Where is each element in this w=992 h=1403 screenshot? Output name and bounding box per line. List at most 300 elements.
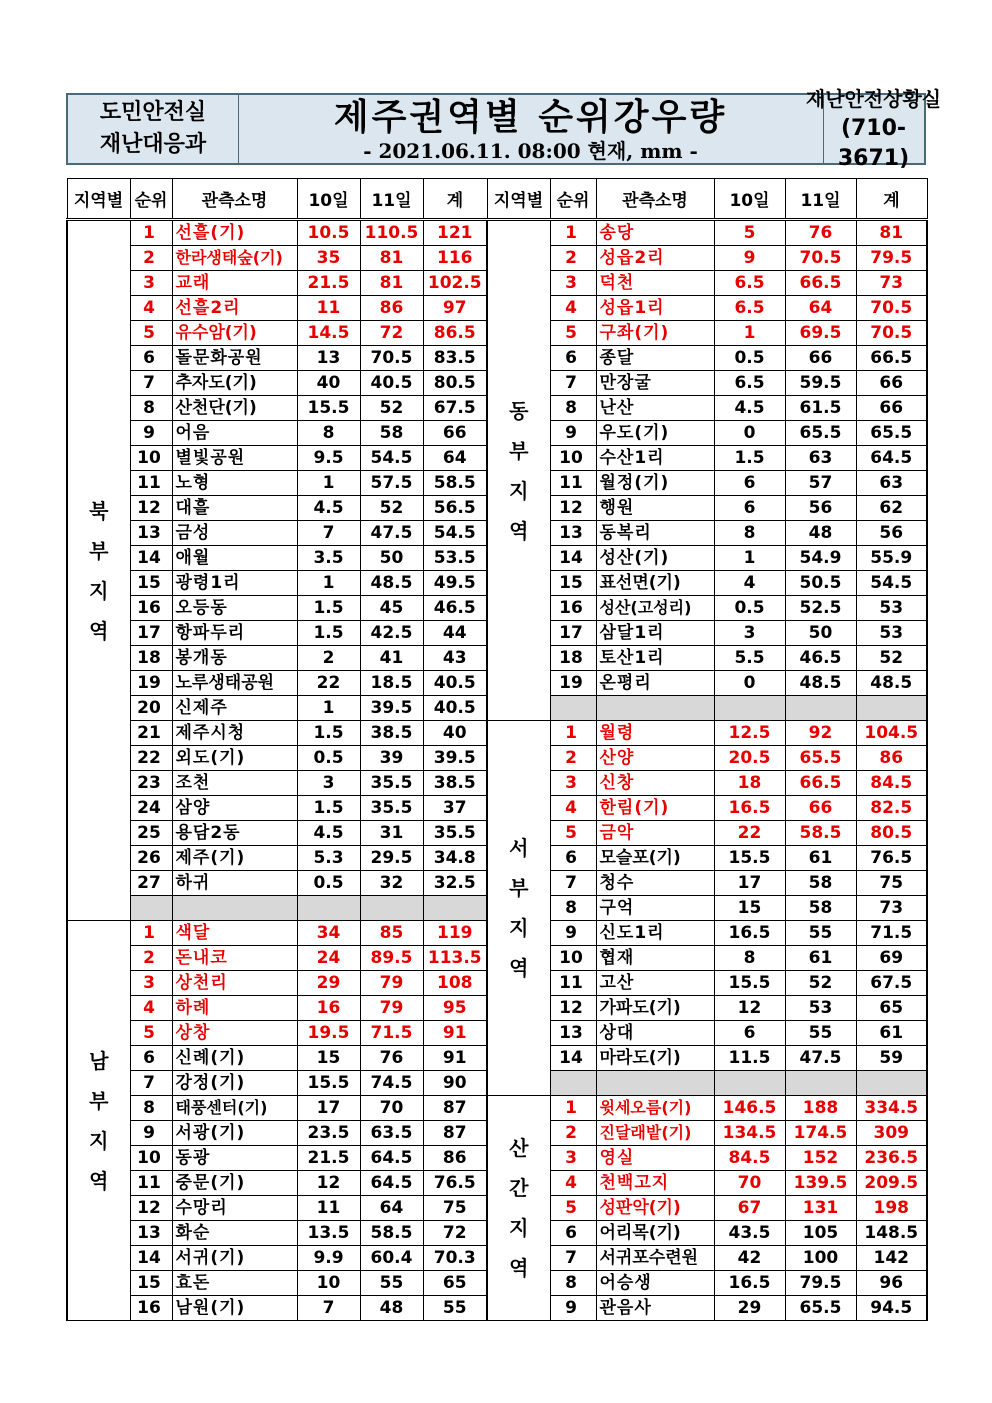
day11-value: 70.5	[360, 346, 423, 371]
table-row	[67, 646, 487, 671]
day11-value: 79	[360, 996, 423, 1021]
total-value: 53.5	[423, 546, 487, 571]
station-name: 하귀	[172, 871, 297, 896]
total-value: 40.5	[423, 671, 487, 696]
day10-value: 1.5	[297, 721, 360, 746]
table-row	[487, 220, 927, 246]
rank-cell: 5	[550, 821, 596, 846]
table-row	[67, 796, 487, 821]
col-rank: 순위	[550, 179, 596, 220]
rank-cell: 10	[130, 1146, 172, 1171]
station-name: 성판악(기)	[596, 1196, 714, 1221]
total-value: 64.5	[856, 446, 927, 471]
station-name: 서귀포수련원	[596, 1246, 714, 1271]
blank-cell	[360, 896, 423, 921]
total-value: 54.5	[423, 521, 487, 546]
day11-value: 61.5	[785, 396, 856, 421]
rank-cell: 13	[550, 1021, 596, 1046]
station-name: 월령	[596, 721, 714, 746]
day10-value: 43.5	[714, 1221, 785, 1246]
rank-cell: 1	[130, 220, 172, 246]
day10-value: 1.5	[297, 621, 360, 646]
day11-value: 66.5	[785, 271, 856, 296]
rank-cell: 8	[550, 896, 596, 921]
day11-value: 76	[360, 1046, 423, 1071]
day10-value: 42	[714, 1246, 785, 1271]
table-row	[67, 721, 487, 746]
rank-cell: 9	[550, 421, 596, 446]
table-row	[487, 1271, 927, 1296]
day10-value: 5.5	[714, 646, 785, 671]
total-value: 81	[856, 220, 927, 246]
col-region: 지역별	[487, 179, 550, 220]
blank-cell	[714, 696, 785, 721]
col-rank: 순위	[130, 179, 172, 220]
station-name: 종달	[596, 346, 714, 371]
station-name: 진달래밭(기)	[596, 1121, 714, 1146]
table-row	[487, 321, 927, 346]
day10-value: 14.5	[297, 321, 360, 346]
table-row	[67, 220, 487, 246]
rank-cell: 2	[550, 246, 596, 271]
rank-cell: 9	[550, 1296, 596, 1321]
total-value: 64	[423, 446, 487, 471]
rank-cell: 13	[130, 521, 172, 546]
rank-cell: 24	[130, 796, 172, 821]
col-day10: 10일	[297, 179, 360, 220]
table-row	[487, 896, 927, 921]
day10-value: 70	[714, 1171, 785, 1196]
table-row	[487, 946, 927, 971]
day11-value: 48	[360, 1296, 423, 1321]
total-value: 73	[856, 271, 927, 296]
day11-value: 54.5	[360, 446, 423, 471]
table-row	[67, 671, 487, 696]
rank-cell: 17	[130, 621, 172, 646]
day11-value: 79.5	[785, 1271, 856, 1296]
left-rainfall-table	[66, 178, 488, 1321]
day11-value: 72	[360, 321, 423, 346]
table-row	[67, 1221, 487, 1246]
station-name: 동복리	[596, 521, 714, 546]
day11-value: 52	[360, 396, 423, 421]
total-value: 72	[423, 1221, 487, 1246]
day10-value: 23.5	[297, 1121, 360, 1146]
total-value: 198	[856, 1196, 927, 1221]
day11-value: 139.5	[785, 1171, 856, 1196]
table-row	[487, 271, 927, 296]
total-value: 104.5	[856, 721, 927, 746]
day11-value: 92	[785, 721, 856, 746]
station-name: 효돈	[172, 1271, 297, 1296]
day10-value: 3	[714, 621, 785, 646]
rank-cell: 15	[130, 1271, 172, 1296]
day10-value: 40	[297, 371, 360, 396]
rank-cell: 1	[130, 921, 172, 946]
day10-value: 1	[714, 321, 785, 346]
blank-cell	[172, 896, 297, 921]
station-name: 동광	[172, 1146, 297, 1171]
day11-value: 76	[785, 220, 856, 246]
total-value: 66	[423, 421, 487, 446]
day11-value: 66	[785, 346, 856, 371]
table-row	[67, 271, 487, 296]
day11-value: 52.5	[785, 596, 856, 621]
day10-value: 10	[297, 1271, 360, 1296]
table-row	[67, 871, 487, 896]
day10-value: 8	[714, 946, 785, 971]
day10-value: 1	[714, 546, 785, 571]
station-name: 구억	[596, 896, 714, 921]
title-block	[238, 95, 824, 163]
rank-cell: 1	[550, 220, 596, 246]
station-name: 광령1리	[172, 571, 297, 596]
day11-value: 60.4	[360, 1246, 423, 1271]
rank-cell: 16	[130, 1296, 172, 1321]
rank-cell: 23	[130, 771, 172, 796]
table-row	[67, 1146, 487, 1171]
day11-value: 48	[785, 521, 856, 546]
station-name: 신도1리	[596, 921, 714, 946]
day11-value: 65.5	[785, 1296, 856, 1321]
station-name: 교래	[172, 271, 297, 296]
station-name: 수망리	[172, 1196, 297, 1221]
total-value: 39.5	[423, 746, 487, 771]
rank-cell: 14	[130, 1246, 172, 1271]
station-name: 금성	[172, 521, 297, 546]
day10-value: 15.5	[714, 846, 785, 871]
table-row	[487, 1221, 927, 1246]
day10-value: 16	[297, 996, 360, 1021]
day10-value: 134.5	[714, 1121, 785, 1146]
day11-value: 52	[785, 971, 856, 996]
day10-value: 6.5	[714, 296, 785, 321]
table-row	[67, 1171, 487, 1196]
day10-value: 0	[714, 421, 785, 446]
table-row	[67, 246, 487, 271]
day10-value: 24	[297, 946, 360, 971]
day10-value: 4.5	[297, 821, 360, 846]
day11-value: 58	[785, 896, 856, 921]
region-label: 서부지역	[487, 721, 550, 1096]
table-row	[67, 371, 487, 396]
right-rainfall-table	[486, 178, 928, 1321]
table-row	[487, 396, 927, 421]
day11-value: 39.5	[360, 696, 423, 721]
day11-value: 58.5	[785, 821, 856, 846]
day10-value: 4.5	[714, 396, 785, 421]
day10-value: 17	[714, 871, 785, 896]
day10-value: 11	[297, 1196, 360, 1221]
day10-value: 16.5	[714, 921, 785, 946]
rank-cell: 4	[550, 296, 596, 321]
table-row	[487, 871, 927, 896]
day11-value: 174.5	[785, 1121, 856, 1146]
day10-value: 9	[714, 246, 785, 271]
table-row	[487, 596, 927, 621]
total-value: 56	[856, 521, 927, 546]
station-name: 신례(기)	[172, 1046, 297, 1071]
total-value: 80.5	[423, 371, 487, 396]
rank-cell: 18	[130, 646, 172, 671]
total-value: 309	[856, 1121, 927, 1146]
rank-cell: 7	[550, 871, 596, 896]
rank-cell: 25	[130, 821, 172, 846]
day10-value: 0.5	[297, 746, 360, 771]
table-row	[487, 921, 927, 946]
day10-value: 1	[297, 471, 360, 496]
day10-value: 0.5	[714, 596, 785, 621]
rank-cell: 11	[130, 1171, 172, 1196]
day11-value: 45	[360, 596, 423, 621]
rank-cell: 9	[130, 1121, 172, 1146]
total-value: 61	[856, 1021, 927, 1046]
total-value: 66.5	[856, 346, 927, 371]
station-name: 서광(기)	[172, 1121, 297, 1146]
day10-value: 11	[297, 296, 360, 321]
station-name: 제주(기)	[172, 846, 297, 871]
department-block	[68, 95, 239, 163]
day11-value: 50.5	[785, 571, 856, 596]
day11-value: 18.5	[360, 671, 423, 696]
rank-cell: 4	[550, 1171, 596, 1196]
station-name: 용담2동	[172, 821, 297, 846]
col-total: 계	[423, 179, 487, 220]
rank-cell: 8	[550, 396, 596, 421]
rank-cell: 1	[550, 1096, 596, 1121]
day11-value: 50	[360, 546, 423, 571]
total-value: 91	[423, 1021, 487, 1046]
day11-value: 57.5	[360, 471, 423, 496]
day10-value: 15.5	[297, 396, 360, 421]
day11-value: 70	[360, 1096, 423, 1121]
day11-value: 89.5	[360, 946, 423, 971]
rank-cell: 6	[130, 1046, 172, 1071]
total-value: 52	[856, 646, 927, 671]
rank-cell: 7	[550, 371, 596, 396]
station-name: 상창	[172, 1021, 297, 1046]
station-name: 수산1리	[596, 446, 714, 471]
rank-cell: 18	[550, 646, 596, 671]
day11-value: 41	[360, 646, 423, 671]
table-row	[487, 421, 927, 446]
day10-value: 1.5	[714, 446, 785, 471]
total-value: 65	[856, 996, 927, 1021]
day10-value: 8	[714, 521, 785, 546]
rank-cell: 3	[550, 1146, 596, 1171]
total-value: 95	[423, 996, 487, 1021]
total-value: 86.5	[423, 321, 487, 346]
table-row	[67, 1071, 487, 1096]
rank-cell: 6	[550, 1221, 596, 1246]
station-name: 구좌(기)	[596, 321, 714, 346]
rank-cell: 26	[130, 846, 172, 871]
rank-cell: 6	[550, 346, 596, 371]
total-value: 90	[423, 1071, 487, 1096]
station-name: 추자도(기)	[172, 371, 297, 396]
table-row	[67, 771, 487, 796]
day11-value: 47.5	[785, 1046, 856, 1071]
total-value: 102.5	[423, 271, 487, 296]
total-value: 76.5	[423, 1171, 487, 1196]
total-value: 148.5	[856, 1221, 927, 1246]
col-total: 계	[856, 179, 927, 220]
day10-value: 15.5	[297, 1071, 360, 1096]
table-row	[67, 471, 487, 496]
table-row	[67, 596, 487, 621]
day11-value: 81	[360, 271, 423, 296]
table-row	[67, 921, 487, 946]
day10-value: 0.5	[297, 871, 360, 896]
station-name: 항파두리	[172, 621, 297, 646]
day11-value: 58	[785, 871, 856, 896]
total-value: 87	[423, 1121, 487, 1146]
day10-value: 146.5	[714, 1096, 785, 1121]
station-name: 성읍2리	[596, 246, 714, 271]
station-name: 고산	[596, 971, 714, 996]
rank-cell: 4	[550, 796, 596, 821]
station-name: 상천리	[172, 971, 297, 996]
total-value: 55.9	[856, 546, 927, 571]
station-name: 청수	[596, 871, 714, 896]
day10-value: 22	[714, 821, 785, 846]
total-value: 86	[423, 1146, 487, 1171]
total-value: 97	[423, 296, 487, 321]
day11-value: 61	[785, 846, 856, 871]
day10-value: 16.5	[714, 796, 785, 821]
day10-value: 0.5	[714, 346, 785, 371]
rank-cell: 22	[130, 746, 172, 771]
rank-cell: 6	[550, 846, 596, 871]
day10-value: 13.5	[297, 1221, 360, 1246]
total-value: 84.5	[856, 771, 927, 796]
blank-cell	[856, 1071, 927, 1096]
blank-cell	[130, 896, 172, 921]
total-value: 65	[423, 1271, 487, 1296]
station-name: 선흘(기)	[172, 220, 297, 246]
table-row	[67, 296, 487, 321]
total-value: 38.5	[423, 771, 487, 796]
rank-cell: 8	[130, 396, 172, 421]
rank-cell: 2	[130, 946, 172, 971]
station-name: 산천단(기)	[172, 396, 297, 421]
table-row	[67, 946, 487, 971]
rank-cell: 10	[550, 946, 596, 971]
col-day11: 11일	[785, 179, 856, 220]
day10-value: 12.5	[714, 721, 785, 746]
day10-value: 1.5	[297, 796, 360, 821]
day11-value: 100	[785, 1246, 856, 1271]
day10-value: 22	[297, 671, 360, 696]
rank-cell: 8	[130, 1096, 172, 1121]
day11-value: 58	[360, 421, 423, 446]
total-value: 46.5	[423, 596, 487, 621]
table-row	[487, 496, 927, 521]
day11-value: 55	[785, 921, 856, 946]
rank-cell: 14	[550, 1046, 596, 1071]
day10-value: 29	[297, 971, 360, 996]
blank-cell	[714, 1071, 785, 1096]
rank-cell: 17	[550, 621, 596, 646]
day10-value: 1	[297, 571, 360, 596]
day10-value: 15	[297, 1046, 360, 1071]
total-value: 94.5	[856, 1296, 927, 1321]
total-value: 35.5	[423, 821, 487, 846]
station-name: 송당	[596, 220, 714, 246]
station-name: 색달	[172, 921, 297, 946]
rank-cell: 2	[550, 746, 596, 771]
blank-cell	[596, 696, 714, 721]
station-name: 신창	[596, 771, 714, 796]
day11-value: 58.5	[360, 1221, 423, 1246]
table-row	[67, 821, 487, 846]
rank-cell: 1	[550, 721, 596, 746]
day11-value: 53	[785, 996, 856, 1021]
station-name: 하례	[172, 996, 297, 1021]
day10-value: 21.5	[297, 1146, 360, 1171]
region-label: 북부지역	[67, 220, 130, 921]
station-name: 마라도(기)	[596, 1046, 714, 1071]
station-name: 관음사	[596, 1296, 714, 1321]
day10-value: 6	[714, 1021, 785, 1046]
total-value: 65.5	[856, 421, 927, 446]
rank-cell: 14	[130, 546, 172, 571]
table-row	[487, 1021, 927, 1046]
rank-cell: 14	[550, 546, 596, 571]
station-name: 애월	[172, 546, 297, 571]
station-name: 돌문화공원	[172, 346, 297, 371]
table-row	[487, 846, 927, 871]
total-value: 66	[856, 396, 927, 421]
rank-cell: 5	[550, 321, 596, 346]
total-value: 73	[856, 896, 927, 921]
table-row	[487, 1171, 927, 1196]
rank-cell: 2	[550, 1121, 596, 1146]
day10-value: 29	[714, 1296, 785, 1321]
table-row	[67, 746, 487, 771]
report-datetime: - 2021.06.11. 08:00 현재, mm -	[363, 139, 698, 163]
station-name: 신제주	[172, 696, 297, 721]
day11-value: 74.5	[360, 1071, 423, 1096]
day11-value: 38.5	[360, 721, 423, 746]
station-name: 가파도(기)	[596, 996, 714, 1021]
table-row	[67, 621, 487, 646]
station-name: 제주시청	[172, 721, 297, 746]
total-value: 67.5	[423, 396, 487, 421]
total-value: 71.5	[856, 921, 927, 946]
day11-value: 31	[360, 821, 423, 846]
table-row	[67, 321, 487, 346]
total-value: 69	[856, 946, 927, 971]
day11-value: 70.5	[785, 246, 856, 271]
rank-cell: 13	[550, 521, 596, 546]
situation-room-name: 재난안전상황실	[805, 87, 942, 111]
day10-value: 1	[297, 696, 360, 721]
rank-cell: 5	[130, 1021, 172, 1046]
rank-cell: 3	[550, 271, 596, 296]
table-row	[487, 1196, 927, 1221]
total-value: 108	[423, 971, 487, 996]
table-row	[487, 546, 927, 571]
day11-value: 86	[360, 296, 423, 321]
table-header-row	[67, 179, 487, 220]
division-name: 재난대응과	[99, 132, 207, 157]
blank-cell	[785, 696, 856, 721]
table-header-row	[487, 179, 927, 220]
total-value: 67.5	[856, 971, 927, 996]
region-label: 남부지역	[67, 921, 130, 1321]
table-row	[67, 546, 487, 571]
